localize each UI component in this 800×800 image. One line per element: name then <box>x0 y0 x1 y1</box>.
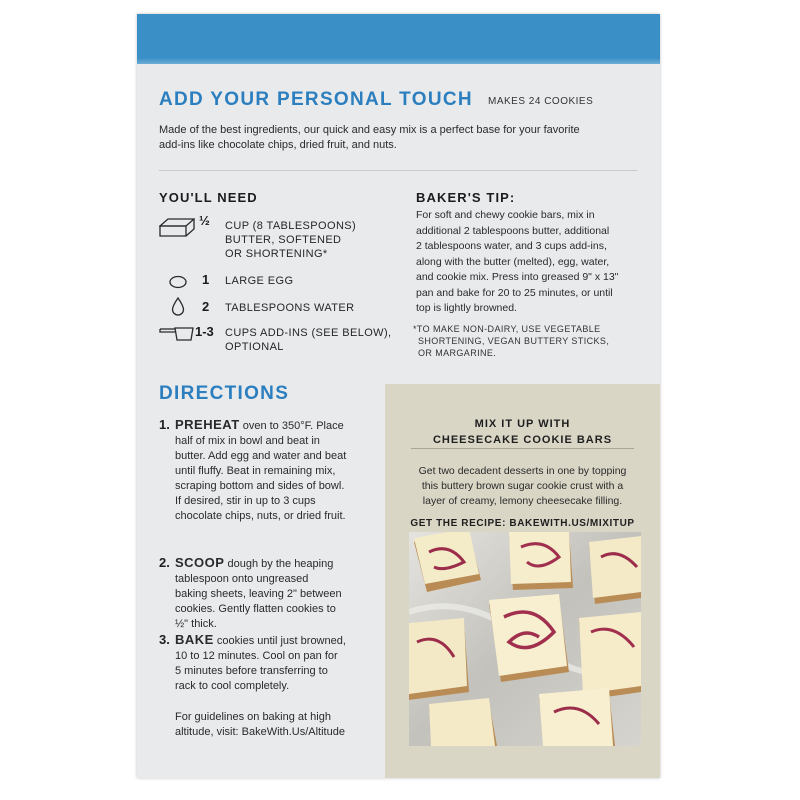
egg-icon <box>169 275 187 289</box>
promo-body: Get two decadent desserts in one by topping this buttery brown sugar cookie crust with a layer of creamy, lemony cheesecake filling. <box>418 465 627 507</box>
makes-count: MAKES 24 COOKIES <box>488 96 594 107</box>
youll-need-heading: YOU'LL NEED <box>159 190 258 205</box>
recipe-link[interactable]: GET THE RECIPE: BAKEWITH.US/MIXITUP <box>410 518 635 529</box>
package-back-panel <box>137 14 660 778</box>
promo-panel <box>385 384 660 778</box>
non-dairy-note: *TO MAKE NON-DAIRY, USE VEGETABLE SHORTENING, VEGAN BUTTERY STICKS, OR MARGARINE. <box>413 324 610 358</box>
ingredient-qty: 1 <box>202 272 210 287</box>
ingredient-qty: 1-3 <box>195 324 214 339</box>
ingredient-qty: 2 <box>202 299 210 314</box>
altitude-note: For guidelines on baking at high altitude, visit: BakeWith.Us/Altitude <box>175 711 345 738</box>
section-divider <box>159 170 637 171</box>
top-color-band <box>137 14 660 64</box>
ingredient-desc: CUP (8 TABLESPOONS) BUTTER, SOFTENED OR SHORTENING* <box>225 220 357 260</box>
bakers-tip-heading: BAKER'S TIP: <box>416 190 516 205</box>
bakers-tip-text: For soft and chewy cookie bars, mix in additional 2 tablespoons butter, additional 2 tablespoons water, and 3 cups add-ins, along with the butter (melted), egg, water, and cookie mix. Press into greased 9" x 13" pan and bake for 20 to 25 minutes, or until top is lightly browned. <box>416 209 619 314</box>
butter-stick-icon <box>159 216 195 238</box>
ingredient-desc: CUPS ADD-INS (SEE BELOW), OPTIONAL <box>225 327 392 353</box>
step-text: PREHEAT oven to 350°F. Place half of mix in bowl and beat in butter. Add egg and water and beat until fluffy. Beat in remaining mix, scraping bottom and sides of bowl. If desired, stir in up to 3 cups chocolate chips, nuts, or dried fruit. <box>175 417 347 522</box>
step-number: 3. <box>159 632 170 647</box>
page-title: ADD YOUR PERSONAL TOUCH <box>159 89 473 110</box>
step-text: SCOOP dough by the heaping tablespoon onto ungreased baking sheets, leaving 2" between cookies. Gently flatten cookies to ½" thick. <box>175 555 342 630</box>
ingredient-qty: ½ <box>199 213 210 228</box>
directions-heading: DIRECTIONS <box>159 383 290 404</box>
water-drop-icon <box>171 297 185 316</box>
measuring-cup-icon <box>159 326 195 342</box>
promo-divider <box>411 448 634 449</box>
step-text: BAKE cookies until just browned, 10 to 12 minutes. Cool on pan for 5 minutes before transferring to rack to cool completely. <box>175 632 346 692</box>
intro-text: Made of the best ingredients, our quick and easy mix is a perfect base for your favorite add-ins like chocolate chips, dried fruit, and nuts. <box>159 124 580 151</box>
step-number: 2. <box>159 555 170 570</box>
step-number: 1. <box>159 417 170 432</box>
ingredient-desc: TABLESPOONS WATER <box>225 302 355 314</box>
ingredient-desc: LARGE EGG <box>225 275 294 287</box>
cheesecake-bars-photo <box>409 532 641 746</box>
promo-title: MIX IT UP WITH CHEESECAKE COOKIE BARS <box>432 418 613 446</box>
